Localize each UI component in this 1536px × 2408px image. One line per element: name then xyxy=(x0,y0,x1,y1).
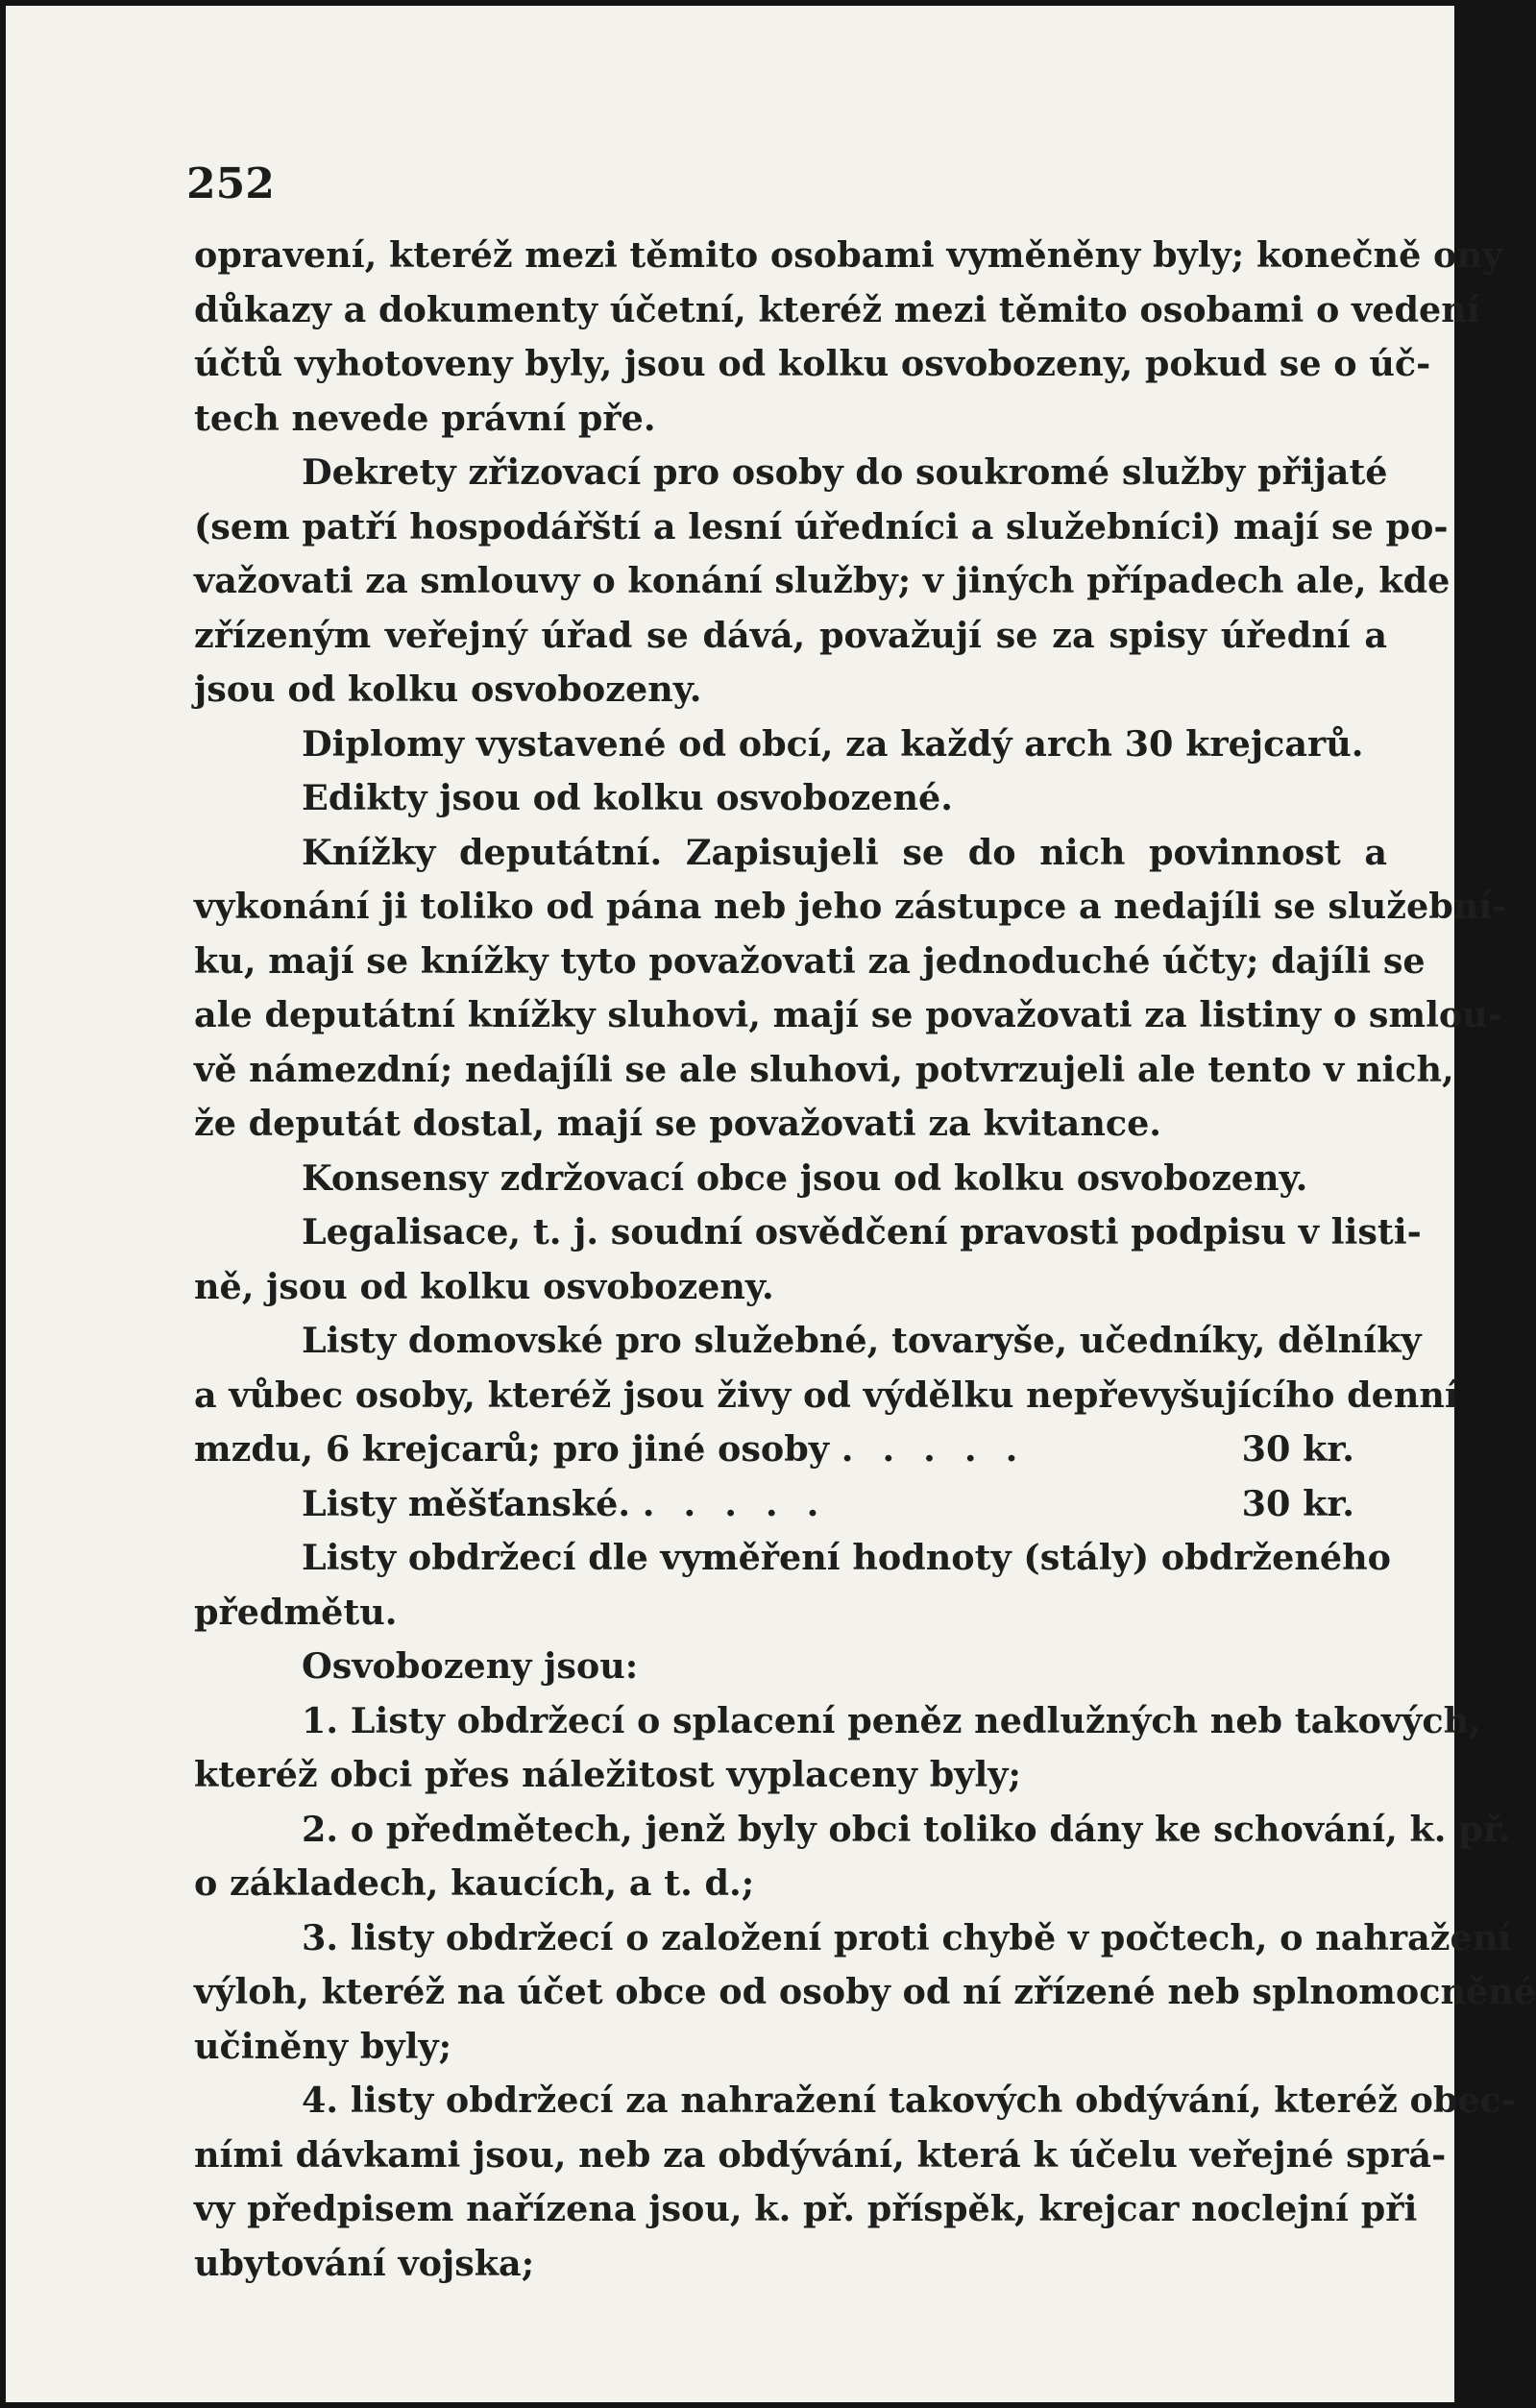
text-line: a vůbec osoby, kteréž jsou živy od výdělku nepřevyšujícího denní xyxy=(194,1374,1458,1416)
text-line: Listy obdržecí dle vyměření hodnoty (stály) obdrženého xyxy=(302,1537,1392,1578)
text-line: výloh, kteréž na účet obce od osoby od ní zřízené neb splnomocněné xyxy=(194,1971,1536,2012)
book-page xyxy=(6,6,1536,2402)
text-line: Edikty jsou od kolku osvobozené. xyxy=(302,777,953,818)
text-line: důkazy a dokumenty účetní, kteréž mezi těmito osobami o vedení xyxy=(194,288,1480,330)
text-line: učiněny byly; xyxy=(194,2025,452,2067)
text-line: ně, jsou od kolku osvobozeny. xyxy=(194,1265,774,1307)
text-line: účtů vyhotoveny byly, jsou od kolku osvobozeny, pokud se o úč- xyxy=(194,343,1431,384)
text-line: 2. o předmětech, jenž byly obci toliko dány ke schování, k. př. xyxy=(302,1808,1511,1850)
text-line: Dekrety zřizovací pro osoby do soukromé služby přijaté xyxy=(302,451,1388,493)
text-line: tech nevede právní pře. xyxy=(194,397,656,439)
text-line: kteréž obci přes náležitost vyplaceny byly; xyxy=(194,1754,1021,1795)
text-line: 3. listy obdržecí o založení proti chybě v počtech, o nahražení xyxy=(302,1916,1512,1958)
text-line: vy předpisem nařízena jsou, k. př. příspěk, krejcar noclejní při xyxy=(194,2188,1418,2229)
leader-dots: ..... xyxy=(841,1428,1047,1470)
text-line: jsou od kolku osvobozeny. xyxy=(194,669,702,710)
leader-dots: ..... xyxy=(642,1482,848,1524)
page-number: 252 xyxy=(186,159,275,208)
text-line: Legalisace, t. j. soudní osvědčení pravosti podpisu v listi- xyxy=(302,1211,1422,1253)
text-line: 1. Listy obdržecí o splacení peněz nedlužných neb takových, xyxy=(302,1699,1481,1741)
text-line: vykonání ji toliko od pána neb jeho zástupce a nedajíli se služební- xyxy=(194,886,1507,927)
text-line: opravení, kteréž mezi těmito osobami vyměněny byly; konečně ony xyxy=(194,234,1503,276)
fee-amount: 30 kr. xyxy=(1241,1482,1354,1524)
text-line: zřízeným veřejný úřad se dává, považují se za spisy úřední a xyxy=(194,614,1387,656)
text-line: Knížky deputátní. Zapisujeli se do nich povinnost a xyxy=(302,831,1387,873)
text-line: ku, mají se knížky tyto považovati za jednoduché účty; dajíli se xyxy=(194,939,1426,982)
text-line-with-amount xyxy=(194,1423,1387,1477)
text-line: Diplomy vystavené od obcí, za každý arch 30 krejcarů. xyxy=(302,722,1364,765)
text-line: předmětu. xyxy=(194,1591,398,1633)
text-line: ními dávkami jsou, neb za obdývání, která k účelu veřejné sprá- xyxy=(194,2133,1447,2176)
text-line: Konsensy zdržovací obce jsou od kolku osvobozeny. xyxy=(302,1156,1308,1199)
text-line: ale deputátní knížky sluhovi, mají se považovati za listiny o smlou- xyxy=(194,994,1502,1035)
text-line-with-amount xyxy=(194,1477,1387,1532)
text-line: Osvobozeny jsou: xyxy=(302,1645,639,1687)
text-line: o základech, kaucích, a t. d.; xyxy=(194,1862,755,1904)
text-line: ubytování vojska; xyxy=(194,2242,535,2284)
text-segment: mzdu, 6 krejcarů; pro jiné osoby xyxy=(194,1428,830,1470)
fee-amount: 30 kr. xyxy=(1241,1428,1354,1470)
text-line: vě námezdní; nedajíli se ale sluhovi, potvrzujeli ale tento v nich, xyxy=(194,1048,1454,1090)
text-segment: Listy měšťanské. xyxy=(302,1482,631,1524)
text-line: (sem patří hospodářští a lesní úředníci a služebníci) mají se po- xyxy=(194,505,1449,547)
text-line: že deputát dostal, mají se považovati za kvitance. xyxy=(194,1103,1162,1144)
text-line: Listy domovské pro služebné, tovaryše, učedníky, dělníky xyxy=(302,1320,1422,1361)
page-text xyxy=(194,229,1536,2291)
text-line: važovati za smlouvy o konání služby; v jiných případech ale, kde xyxy=(194,560,1451,601)
text-line: 4. listy obdržecí za nahražení takových obdývání, kteréž obec- xyxy=(302,2080,1517,2121)
